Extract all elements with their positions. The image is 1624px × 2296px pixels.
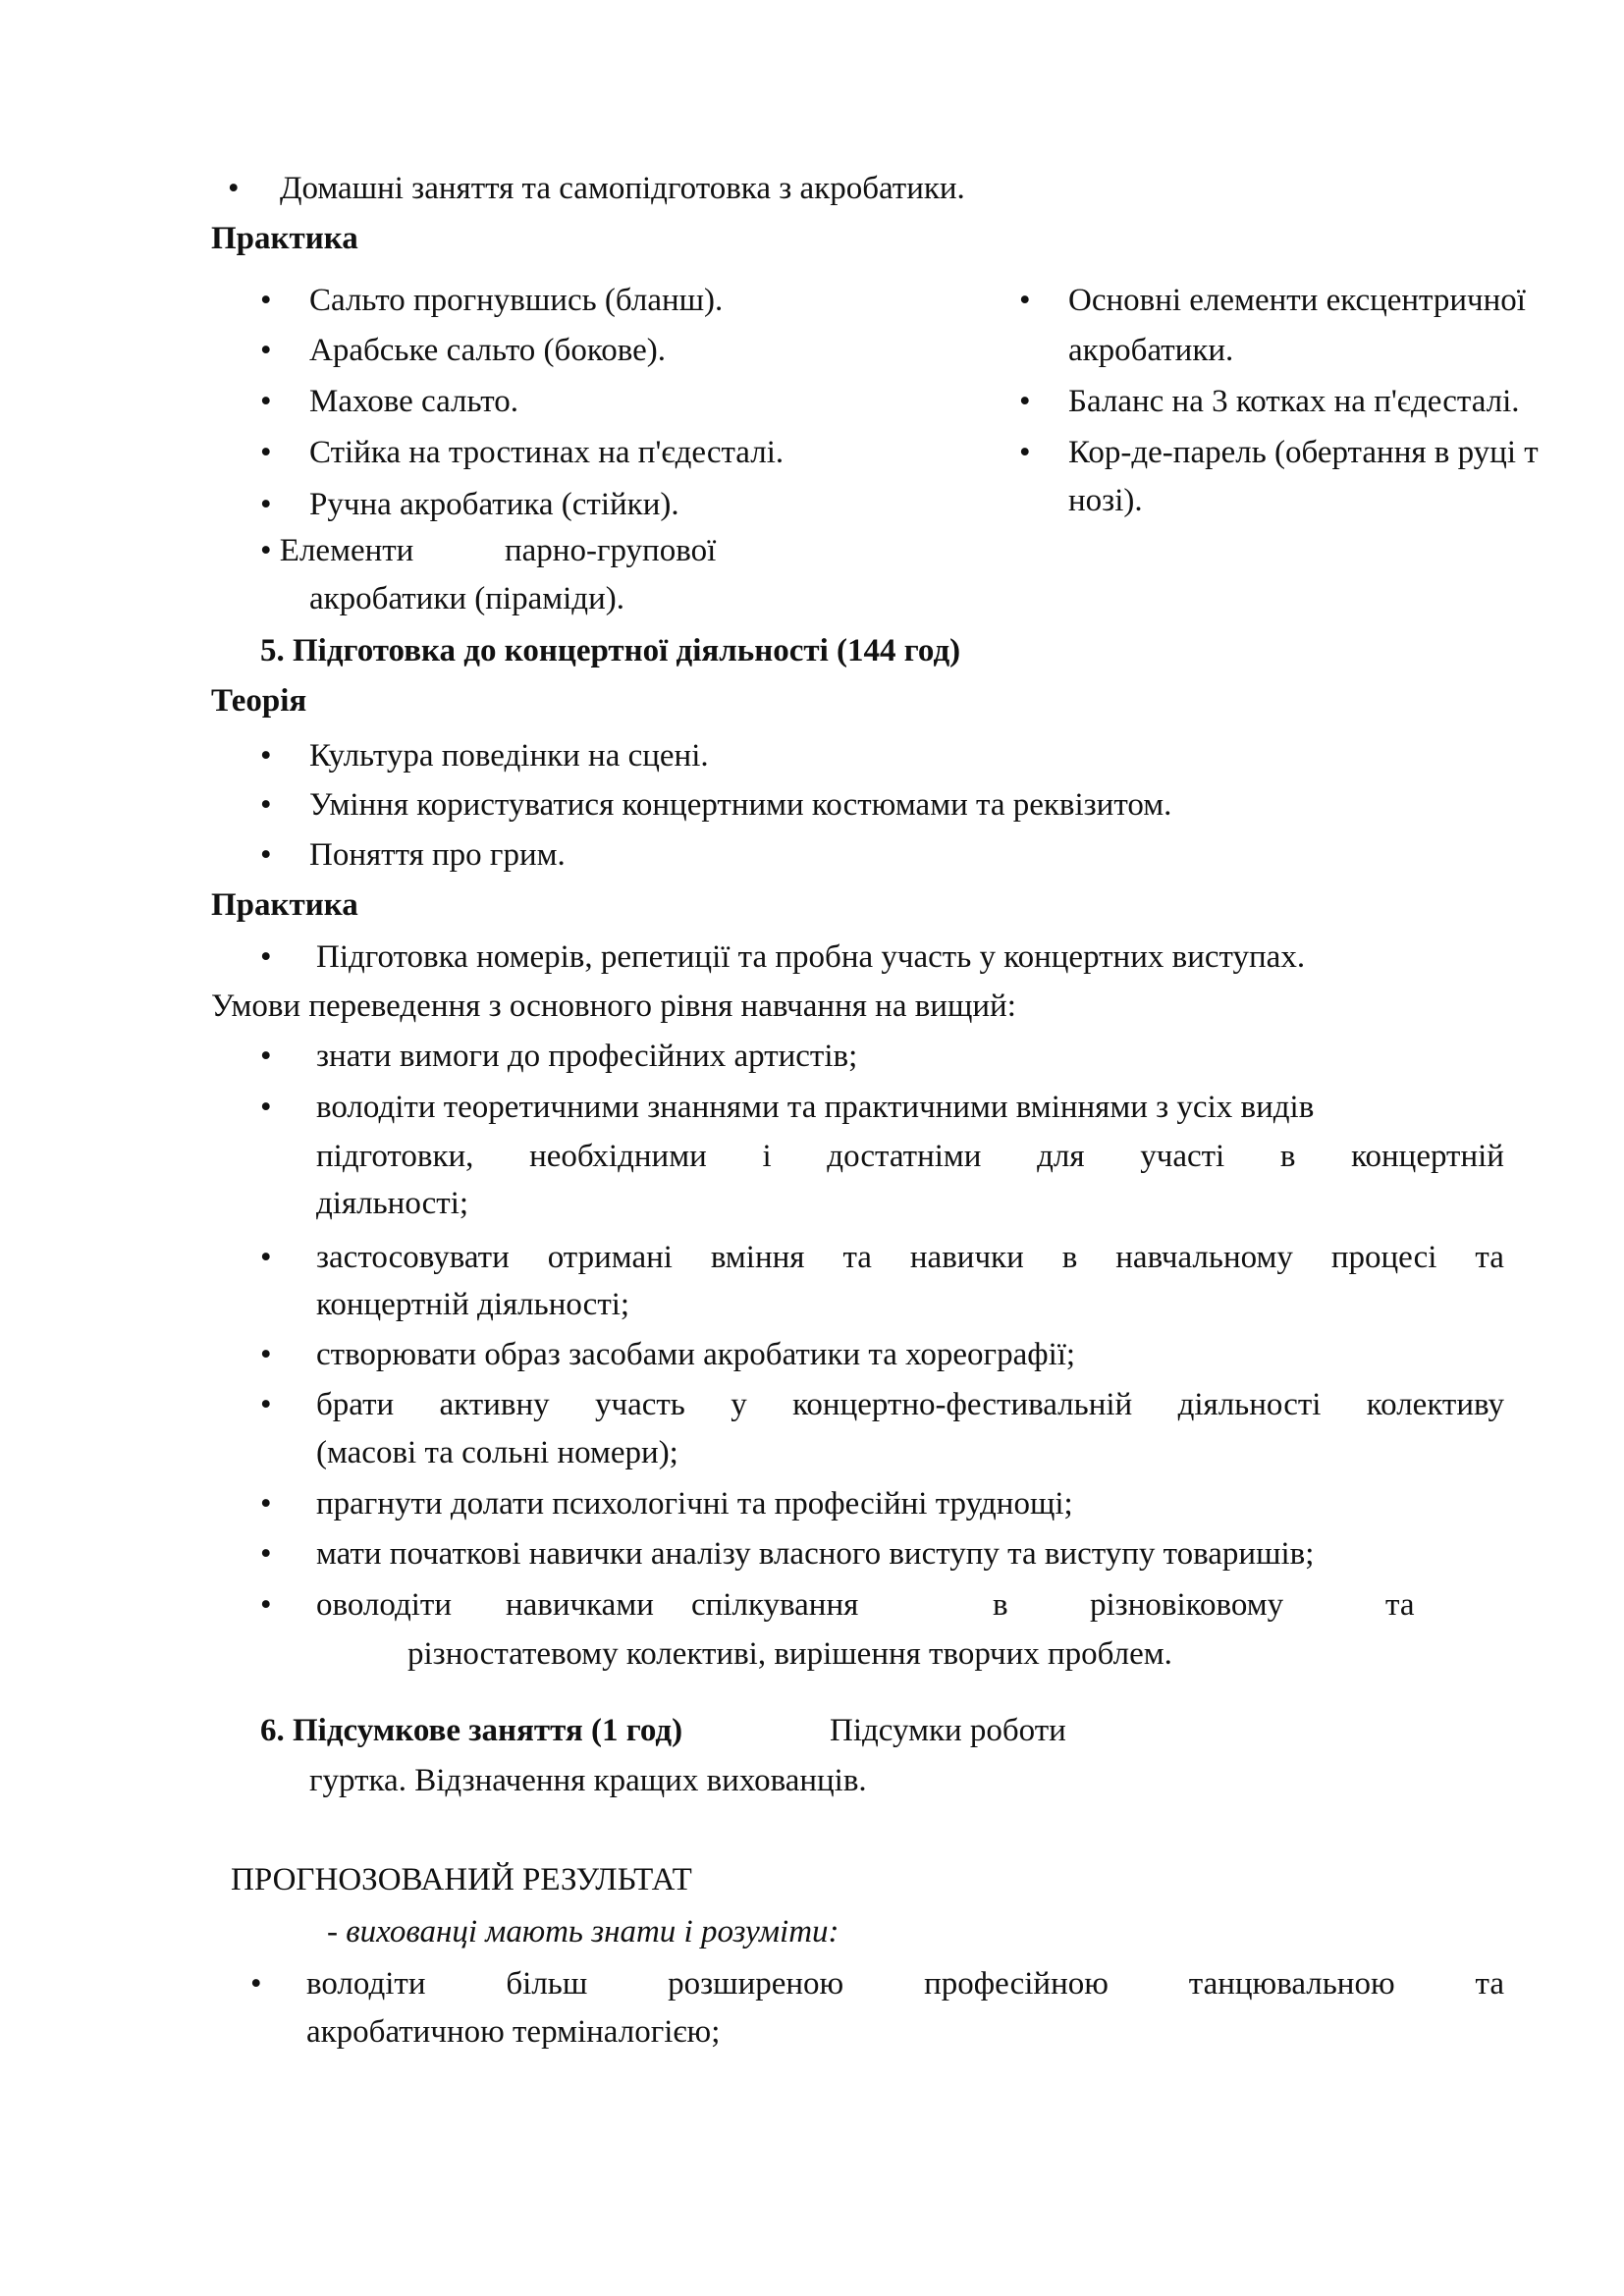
list-item: Стійка на тростинах на п'єдесталі. <box>309 435 785 470</box>
word: вміння <box>710 1240 805 1275</box>
word: в <box>993 1587 1008 1623</box>
word: участь <box>594 1387 685 1422</box>
justified-line <box>306 1966 1504 2003</box>
bullet: • <box>260 1387 272 1422</box>
word: професійною <box>924 1966 1109 2002</box>
bullet: • <box>260 1039 272 1074</box>
list-item: Ручна акробатика (стійки). <box>309 487 679 522</box>
word: володіти <box>306 1966 426 2002</box>
list-item-continuation: акробатики. <box>1068 333 1234 368</box>
bullet: • <box>260 837 272 873</box>
bullet: • <box>1019 435 1031 470</box>
word: необхідними <box>529 1139 707 1174</box>
bullet: • <box>260 1536 272 1572</box>
list-item: знати вимоги до професійних артистів; <box>316 1039 858 1074</box>
list-item: Основні елементи ексцентричної <box>1068 283 1526 318</box>
justified-line <box>316 1139 1504 1176</box>
list-item: Уміння користуватися концертними костюмами та реквізитом. <box>309 787 1172 823</box>
word: концертній <box>1351 1139 1504 1174</box>
list-item: Культура поведінки на сцені. <box>309 738 709 774</box>
word: процесі <box>1330 1240 1437 1275</box>
list-item: Арабське сальто (бокове). <box>309 333 666 368</box>
word: танцювальною <box>1188 1966 1395 2002</box>
justified-line <box>316 1240 1504 1277</box>
word: спілкування <box>691 1587 859 1623</box>
list-item: прагнути долати психологічні та професійні труднощі; <box>316 1486 1073 1522</box>
word: в <box>1279 1139 1296 1174</box>
word: більш <box>506 1966 588 2002</box>
bullet: • <box>260 1486 272 1522</box>
list-item: Домашні заняття та самопідготовка з акробатики. <box>280 171 965 206</box>
word: в <box>1061 1240 1078 1275</box>
word: і <box>762 1139 772 1174</box>
word: розширеною <box>668 1966 844 2002</box>
word: для <box>1037 1139 1085 1174</box>
list-item-continuation: акробатичною терміналогією; <box>306 2014 721 2050</box>
word: отримані <box>547 1240 673 1275</box>
word: навички <box>909 1240 1024 1275</box>
list-item: мати початкові навички аналізу власного виступу та виступу товаришів; <box>316 1536 1315 1572</box>
list-item: Поняття про грим. <box>309 837 566 873</box>
list-item-continuation: (масові та сольні номери); <box>316 1435 678 1470</box>
word: активну <box>439 1387 550 1422</box>
list-item-continuation: акробатики (піраміди). <box>309 581 624 616</box>
bullet: • <box>260 283 272 318</box>
list-item-continuation: діяльності; <box>316 1186 469 1221</box>
section-title: 6. Підсумкове заняття (1 год) <box>260 1713 683 1748</box>
word: застосовувати <box>316 1240 510 1275</box>
bullet: • <box>250 1966 262 2002</box>
bullet: • <box>260 939 272 975</box>
word: та <box>1385 1587 1415 1623</box>
section-title: 5. Підготовка до концертної діяльності (144 год) <box>260 633 961 668</box>
conditions-intro: Умови переведення з основного рівня навчання на вищий: <box>211 988 1016 1024</box>
list-item: Баланс на 3 котках на п'єдесталі. <box>1068 384 1520 419</box>
word: та <box>1475 1966 1504 2002</box>
word: навичками <box>506 1587 654 1623</box>
word: брати <box>316 1387 395 1422</box>
bullet: • <box>260 1587 272 1623</box>
bullet: • <box>260 1090 272 1125</box>
word: концертно-фестивальній <box>792 1387 1133 1422</box>
bullet: • <box>260 487 272 522</box>
list-item: • Елементи <box>260 533 414 568</box>
list-item: володіти теоретичними знаннями та практичними вміннями з усіх видів <box>316 1090 1315 1125</box>
bullet: • <box>260 333 272 368</box>
bullet: • <box>260 1337 272 1372</box>
word: участі <box>1140 1139 1225 1174</box>
word: підготовки, <box>316 1139 474 1174</box>
list-item: Кор-де-парель (обертання в руці т <box>1068 435 1539 470</box>
list-item: Підготовка номерів, репетиції та пробна участь у концертних виступах. <box>316 939 1306 975</box>
list-item-continuation: різностатевому колективі, вирішення творчих проблем. <box>407 1636 1172 1672</box>
bullet: • <box>228 171 240 206</box>
section-text: Підсумки роботи <box>830 1713 1066 1748</box>
list-item: Сальто прогнувшись (бланш). <box>309 283 724 318</box>
word: та <box>842 1240 872 1275</box>
result-heading: ПРОГНОЗОВАНИЙ РЕЗУЛЬТАТ <box>231 1862 692 1897</box>
list-item-continuation: концертній діяльності; <box>316 1287 630 1322</box>
justified-line <box>316 1387 1504 1424</box>
result-subheading: - вихованці мають знати і розуміти: <box>327 1914 839 1949</box>
theory-heading: Теорія <box>211 683 307 719</box>
list-item: Махове сальто. <box>309 384 519 419</box>
bullet: • <box>1019 384 1031 419</box>
word: діяльності <box>1177 1387 1322 1422</box>
word: навчальному <box>1115 1240 1293 1275</box>
list-item: створювати образ засобами акробатики та хореографії; <box>316 1337 1076 1372</box>
bullet: • <box>260 738 272 774</box>
word: достатніми <box>827 1139 982 1174</box>
word: різновіковому <box>1090 1587 1284 1623</box>
word: колективу <box>1366 1387 1504 1422</box>
word: у <box>731 1387 747 1422</box>
list-item-continuation: парно-групової <box>505 533 717 568</box>
word: та <box>1475 1240 1504 1275</box>
bullet: • <box>260 1240 272 1275</box>
practice-heading: Практика <box>211 887 358 923</box>
word: оволодіти <box>316 1587 452 1623</box>
list-item-continuation: нозі). <box>1068 483 1143 518</box>
practice-heading: Практика <box>211 221 358 256</box>
bullet: • <box>260 384 272 419</box>
bullet: • <box>260 787 272 823</box>
section-text: гуртка. Відзначення кращих вихованців. <box>309 1763 867 1798</box>
bullet: • <box>260 435 272 470</box>
bullet: • <box>1019 283 1031 318</box>
